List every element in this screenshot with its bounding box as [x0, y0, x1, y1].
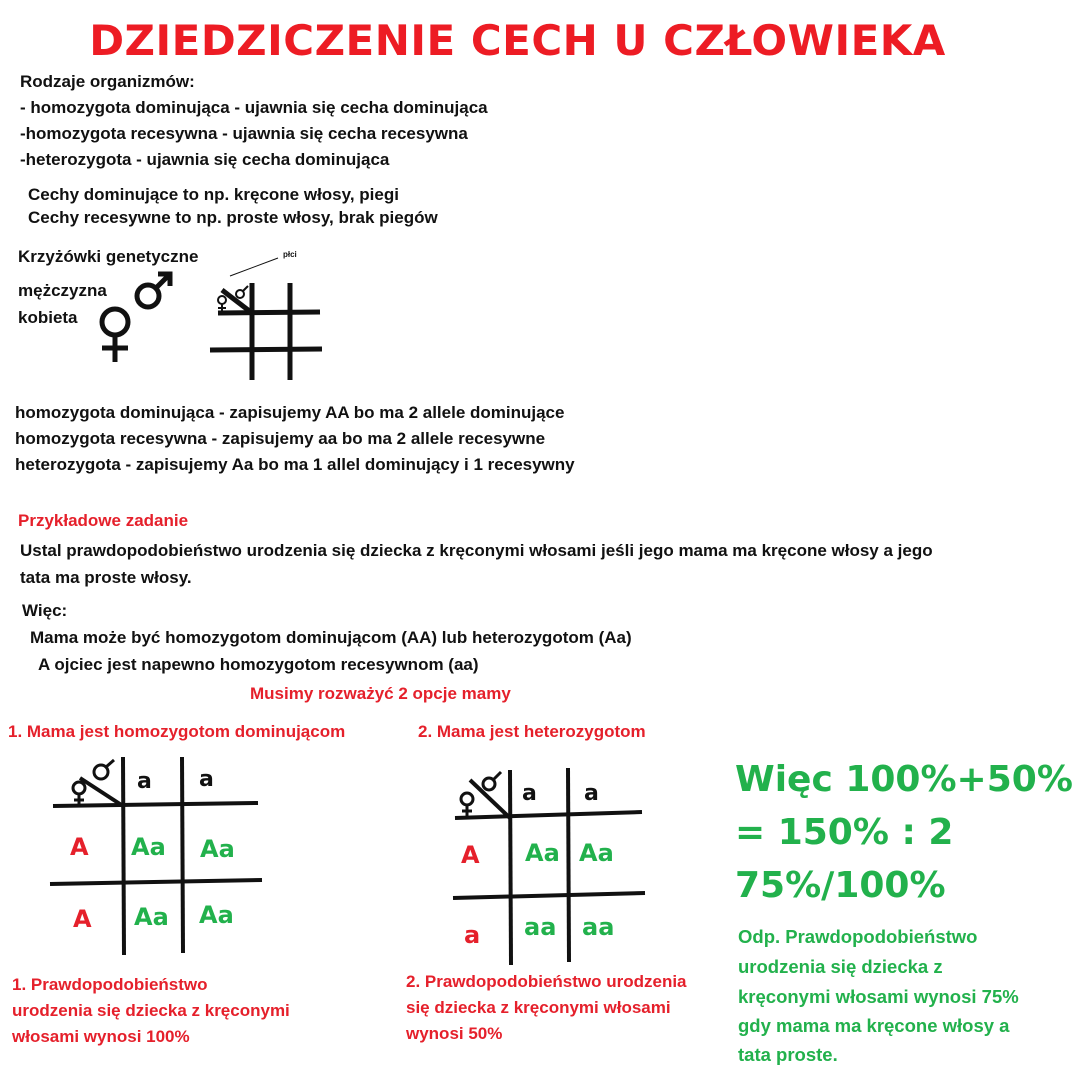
female-label: kobieta	[18, 308, 78, 327]
father-genotype: A ojciec jest napewno homozygotom recesywnom (aa)	[38, 655, 479, 674]
answer-line: kręconymi włosami wynosi 75%	[738, 986, 1019, 1007]
offspring-cell: Aa	[200, 835, 235, 863]
answer-line: urodzenia się dziecka z	[738, 956, 943, 977]
offspring-cell: Aa	[134, 903, 169, 931]
answer-line: tata proste.	[738, 1044, 838, 1065]
row-allele: A	[461, 841, 480, 869]
types-item: - homozygota dominująca - ujawnia się cecha dominująca	[20, 98, 488, 117]
case2-caption: 2. Prawdopodobieństwo urodzenia	[406, 972, 687, 991]
answer-line: gdy mama ma kręcone włosy a	[738, 1015, 1010, 1036]
offspring-cell: Aa	[131, 833, 166, 861]
offspring-cell: Aa	[579, 839, 614, 867]
calc-line: = 150% : 2	[735, 812, 954, 853]
example-heading: Przykładowe zadanie	[18, 511, 189, 530]
types-item: -homozygota recesywna - ujawnia się cecha recesywna	[20, 124, 468, 143]
male-label: mężczyzna	[18, 281, 107, 300]
row-allele: A	[73, 905, 92, 933]
calc-line: 75%/100%	[735, 865, 946, 906]
case2-caption: się dziecka z kręconymi włosami	[406, 998, 671, 1017]
options-note: Musimy rozważyć 2 opcje mamy	[250, 684, 511, 703]
example-question: tata ma proste włosy.	[20, 568, 192, 587]
col-allele: a	[199, 767, 214, 792]
so-label: Więc:	[22, 601, 68, 620]
notation-line: homozygota dominująca - zapisujemy AA bo ma 2 allele dominujące	[15, 403, 565, 422]
page-title: DZIEDZICZENIE CECH U CZŁOWIEKA	[89, 16, 946, 65]
recessive-traits: Cechy recesywne to np. proste włosy, brak piegów	[28, 208, 438, 227]
notation-line: heterozygota - zapisujemy Aa bo ma 1 allel dominujący i 1 recesywny	[15, 455, 575, 474]
types-item: -heterozygota - ujawnia się cecha dominująca	[20, 150, 390, 169]
case2-caption: wynosi 50%	[406, 1024, 503, 1043]
offspring-cell: aa	[524, 913, 557, 941]
offspring-cell: Aa	[525, 839, 560, 867]
sex-pointer	[230, 258, 278, 276]
row-allele: A	[70, 833, 89, 861]
example-question: Ustal prawdopodobieństwo urodzenia się dziecka z kręconymi włosami jeśli jego mama ma kręcone włosy a jego	[20, 541, 933, 560]
offspring-cell: aa	[582, 913, 615, 941]
case1-heading: 1. Mama jest homozygotom dominującom	[8, 722, 346, 741]
col-allele: a	[137, 769, 152, 794]
male-icon	[137, 274, 170, 307]
answer-line: Odp. Prawdopodobieństwo	[738, 926, 978, 947]
case1-caption: włosami wynosi 100%	[12, 1027, 190, 1046]
col-allele: a	[522, 781, 537, 806]
case1-caption: urodzenia się dziecka z kręconymi	[12, 1001, 290, 1020]
row-allele: a	[464, 921, 481, 949]
female-icon	[102, 309, 128, 362]
case2-heading: 2. Mama jest heterozygotom	[418, 722, 646, 741]
offspring-cell: Aa	[199, 901, 234, 929]
small-punnett-grid	[210, 283, 322, 380]
case1-caption: 1. Prawdopodobieństwo	[12, 975, 208, 994]
types-heading: Rodzaje organizmów:	[20, 72, 195, 91]
calc-line: Więc 100%+50%	[735, 759, 1073, 800]
sex-label: płci	[283, 250, 297, 259]
notation-line: homozygota recesywna - zapisujemy aa bo ma 2 allele recesywne	[15, 429, 546, 448]
mother-genotype: Mama może być homozygotom dominującom (AA) lub heterozygotom (Aa)	[30, 628, 632, 647]
dominant-traits: Cechy dominujące to np. kręcone włosy, piegi	[28, 185, 399, 204]
crosses-heading: Krzyżówki genetyczne	[18, 247, 199, 266]
col-allele: a	[584, 781, 599, 806]
